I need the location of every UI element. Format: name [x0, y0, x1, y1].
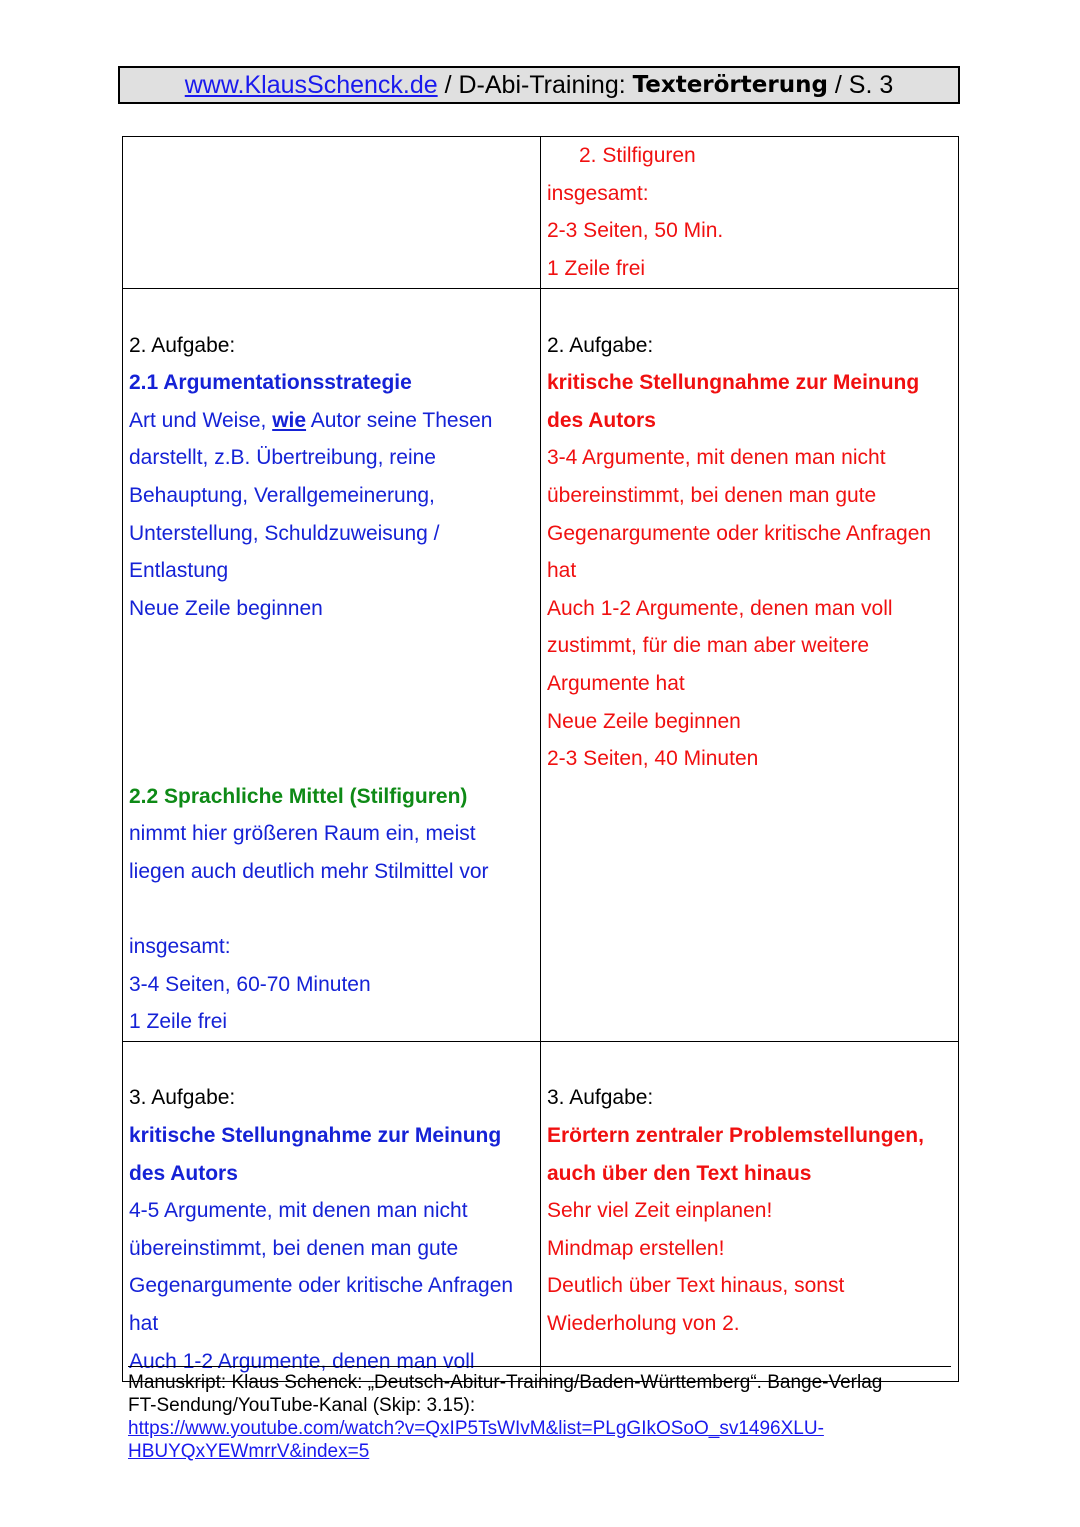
blank-line [129, 665, 534, 703]
table-row [123, 137, 959, 289]
text-line: insgesamt: [129, 935, 231, 959]
bold-heading: des Autors [547, 408, 656, 432]
footer-broadcast: FT-Sendung/YouTube-Kanal (Skip: 3.15): [128, 1395, 476, 1416]
text-line: Unterstellung, Schuldzuweisung / [129, 521, 440, 545]
text-line: Wiederholung von 2. [547, 1312, 740, 1336]
page-footer [128, 1366, 951, 1463]
blank-line [129, 740, 534, 778]
text-line: darstellt, z.B. Übertreibung, reine [129, 446, 436, 470]
task-heading: 3. Aufgabe: [547, 1086, 654, 1110]
row2-left-cell [123, 289, 541, 1042]
row1-right-cell [541, 137, 959, 289]
list-item: 2. Stilfiguren [579, 144, 696, 167]
bold-heading: auch über den Text hinaus [547, 1161, 812, 1185]
blank-line [129, 627, 534, 665]
blank-line [129, 703, 534, 741]
text-line: hat [129, 1312, 159, 1336]
text-line: 3-4 Argumente, mit denen man nicht [547, 446, 886, 470]
footer-source: Manuskript: Klaus Schenck: „Deutsch-Abitur-Training/Baden-Württemberg“. Bange-Verlag [128, 1372, 883, 1393]
text-line: insgesamt: [547, 181, 649, 205]
text-line: Gegenargumente oder kritische Anfragen [129, 1274, 514, 1298]
text-line: 1 Zeile frei [547, 256, 646, 280]
blank-line [547, 289, 952, 327]
row1-left-cell [123, 137, 541, 289]
content-table [122, 136, 959, 1382]
text-line: 4-5 Argumente, mit denen man nicht [129, 1199, 468, 1223]
bold-heading: kritische Stellungnahme zur Meinung [129, 1124, 502, 1148]
text-line [129, 402, 534, 440]
text-line: Deutlich über Text hinaus, sonst [547, 1274, 845, 1298]
bold-heading: kritische Stellungnahme zur Meinung [547, 371, 920, 395]
text-line: übereinstimmt, bei denen man gute [547, 483, 877, 507]
text-line: Auch 1-2 Argumente, denen man voll [547, 596, 893, 620]
text-line: Entlastung [129, 559, 229, 583]
text-fragment: Art und Weise, [129, 408, 273, 432]
task-heading: 3. Aufgabe: [129, 1086, 236, 1110]
blank-line [129, 289, 534, 327]
task-heading: 2. Aufgabe: [547, 333, 654, 357]
table-row [123, 289, 959, 1042]
subsection-heading: 2.1 Argumentationsstrategie [129, 371, 412, 395]
text-line: nimmt hier größeren Raum ein, meist [129, 822, 476, 846]
emphasis-word: wie [272, 408, 307, 432]
text-line: Argumente hat [547, 671, 685, 695]
text-line: Gegenargumente oder kritische Anfragen [547, 521, 932, 545]
text-line: hat [547, 559, 577, 583]
text-line: Behauptung, Verallgemeinerung, [129, 483, 435, 507]
text-line: zustimmt, für die man aber weitere [547, 634, 870, 658]
header-page-number: / S. 3 [827, 70, 894, 99]
header-topic: Texterörterung [632, 72, 828, 98]
text-line: Mindmap erstellen! [547, 1236, 725, 1260]
youtube-link[interactable]: https://www.youtube.com/watch?v=QxIP5TsWIvM&list=PLgGIkOSoO_sv1496XLU- [128, 1418, 824, 1439]
text-line: Sehr viel Zeit einplanen! [547, 1199, 773, 1223]
text-line: Neue Zeile beginnen [129, 596, 323, 620]
text-line: 2-3 Seiten, 40 Minuten [547, 747, 759, 771]
header-separator: / D-Abi-Training: [437, 70, 633, 99]
site-link[interactable]: www.KlausSchenck.de [184, 70, 438, 99]
task-heading: 2. Aufgabe: [129, 333, 236, 357]
youtube-link-continued[interactable]: HBUYQxYEWmrrV&index=5 [128, 1441, 370, 1462]
text-line: Neue Zeile beginnen [547, 709, 741, 733]
table-row [123, 1041, 959, 1381]
text-line: übereinstimmt, bei denen man gute [129, 1236, 459, 1260]
bold-heading: Erörtern zentraler Problemstellungen, [547, 1124, 924, 1148]
text-fragment: Autor seine Thesen [306, 408, 493, 432]
page-header [118, 66, 960, 104]
subsection-heading: 2.2 Sprachliche Mittel (Stilfiguren) [129, 784, 468, 808]
text-line: liegen auch deutlich mehr Stilmittel vor [129, 859, 489, 883]
text-line: 2-3 Seiten, 50 Min. [547, 219, 724, 243]
text-line: 1 Zeile frei [129, 1010, 228, 1034]
row3-right-cell [541, 1041, 959, 1381]
blank-line [129, 891, 534, 929]
row3-left-cell [123, 1041, 541, 1381]
bold-heading: des Autors [129, 1161, 238, 1185]
text-line: 3-4 Seiten, 60-70 Minuten [129, 972, 371, 996]
blank-line [547, 1042, 952, 1080]
row2-right-cell [541, 289, 959, 1042]
text-line: Auch 1-2 Argumente, denen man voll [129, 1349, 475, 1373]
blank-line [129, 1042, 534, 1080]
